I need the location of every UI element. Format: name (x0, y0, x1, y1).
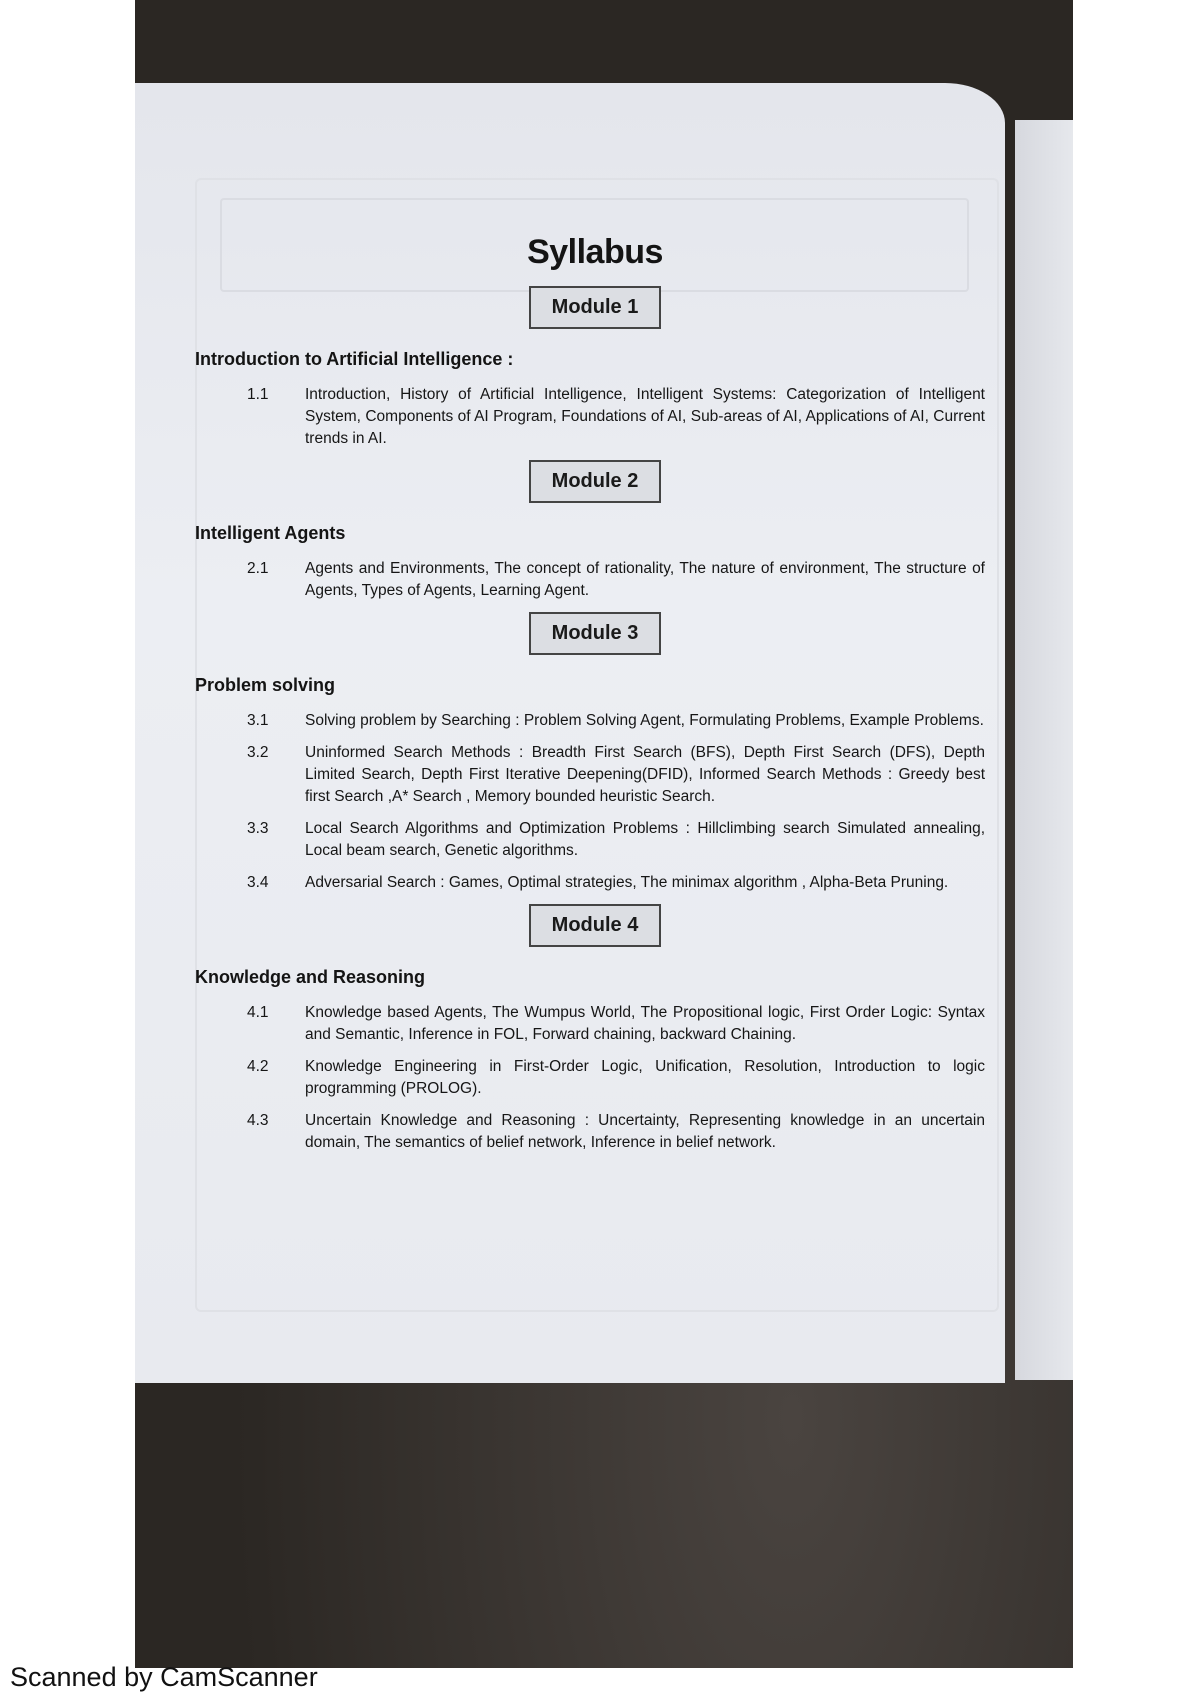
scanner-watermark: Scanned by CamScanner (10, 1662, 318, 1692)
item-text: Knowledge Engineering in First-Order Logic, Unification, Resolution, Introduction to logic programming (PROLOG). (305, 1058, 985, 1097)
item-text: Introduction, History of Artificial Intelligence, Intelligent Systems: Categorization of Intelligent System, Components of AI Program, Foundations of AI, Sub-areas of AI, Applications of AI, Current trends in AI. (305, 386, 985, 447)
module-heading: Knowledge and Reasoning (195, 967, 426, 987)
book-page (135, 83, 1005, 1383)
adjacent-page-edge (1015, 120, 1073, 1380)
module-label-box: Module 1 (529, 286, 661, 329)
module-label-box: Module 2 (529, 460, 661, 503)
scanned-photo (135, 0, 1073, 1668)
syllabus-content (195, 233, 995, 1164)
item-text: Solving problem by Searching : Problem Solving Agent, Formulating Problems, Example Problems. (305, 712, 984, 729)
item-number: 3.2 (247, 744, 269, 761)
item-text: Knowledge based Agents, The Wumpus World, The Propositional logic, First Order Logic: Syntax and Semantic, Inference in FOL, Forward chaining, backward Chaining. (305, 1004, 985, 1043)
module-heading: Problem solving (195, 675, 336, 695)
item-number: 4.2 (247, 1058, 269, 1075)
syllabus-item (195, 1056, 995, 1100)
item-number: 3.1 (247, 712, 269, 729)
module-heading: Introduction to Artificial Intelligence : (195, 349, 514, 369)
item-text: Adversarial Search : Games, Optimal strategies, The minimax algorithm , Alpha-Beta Pruning. (305, 874, 949, 891)
item-text: Local Search Algorithms and Optimization Problems : Hillclimbing search Simulated annealing, Local beam search, Genetic algorithms. (305, 820, 985, 859)
item-number: 3.3 (247, 820, 269, 837)
item-number: 1.1 (247, 386, 269, 403)
page-title: Syllabus (527, 233, 663, 271)
module-heading: Intelligent Agents (195, 523, 346, 543)
item-text: Uninformed Search Methods : Breadth First Search (BFS), Depth First Search (DFS), Depth Limited Search, Depth First Iterative Deepening(DFID), Informed Search Methods : Greedy best first Search ,A* Search , Memory bounded heuristic Search. (305, 744, 985, 805)
syllabus-item (195, 710, 995, 732)
module-list (195, 286, 995, 1154)
module-label-box: Module 4 (529, 904, 661, 947)
module-label-box: Module 3 (529, 612, 661, 655)
item-number: 2.1 (247, 560, 269, 577)
syllabus-item (195, 742, 995, 808)
syllabus-item (195, 558, 995, 602)
syllabus-item (195, 818, 995, 862)
syllabus-item (195, 872, 995, 894)
item-number: 4.3 (247, 1112, 269, 1129)
syllabus-item (195, 1002, 995, 1046)
item-text: Agents and Environments, The concept of rationality, The nature of environment, The structure of Agents, Types of Agents, Learning Agent. (305, 560, 985, 599)
item-number: 3.4 (247, 874, 269, 891)
item-number: 4.1 (247, 1004, 269, 1021)
syllabus-item (195, 384, 995, 450)
syllabus-item (195, 1110, 995, 1154)
item-text: Uncertain Knowledge and Reasoning : Uncertainty, Representing knowledge in an uncertain domain, The semantics of belief network, Inference in belief network. (305, 1112, 985, 1151)
